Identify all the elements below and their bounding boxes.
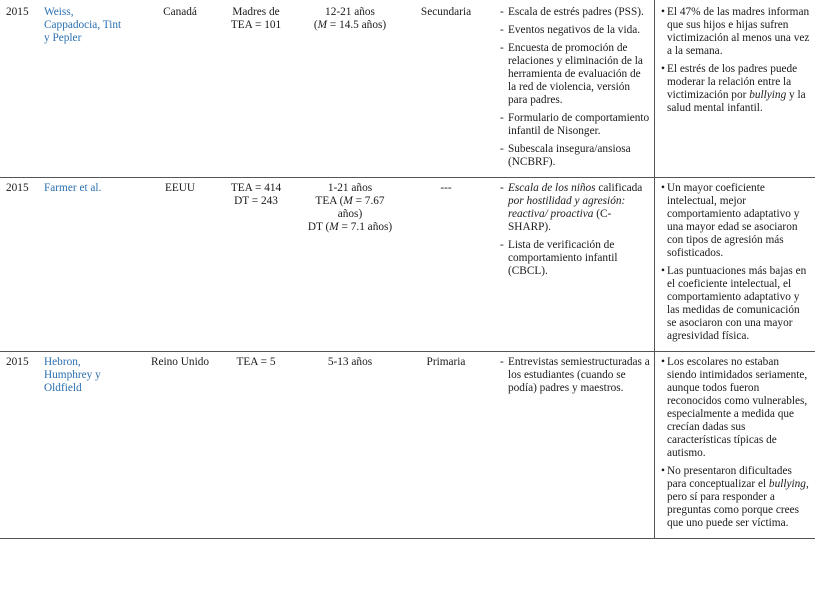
authors-cell[interactable] — [40, 352, 146, 539]
age-line: 1-21 años — [327, 182, 373, 194]
table-row — [0, 0, 815, 178]
sample-line: Madres de — [232, 6, 280, 18]
sample-line: TEA = 414 — [230, 182, 282, 194]
sample-cell — [214, 0, 298, 178]
instrument-item: - Formulario de comportamiento infantil de Nisonger. — [500, 112, 650, 138]
age-cell — [298, 178, 402, 352]
sample-cell — [214, 352, 298, 539]
sample-line: DT = 243 — [234, 195, 278, 207]
sample-line: TEA = 101 — [230, 19, 282, 31]
result-item: • No presentaron dificultades para conceptualizar el bullying, pero sí para responder a preguntas como porque crees que uno puede ser víctima. — [661, 465, 811, 530]
age-line: DT (M = 7.1 años) — [307, 221, 393, 233]
instrument-item: - Escala de los niños calificada por hostilidad y agresión: reactiva/ proactiva (C-SHARP). — [500, 182, 650, 234]
results-cell — [655, 0, 815, 178]
result-item: • Los escolares no estaban siendo intimidados seriamente, aunque todos fueron reconocidos como vulnerables, especialmente a medida que crecían dadas sus características típicas de autismo. — [661, 356, 811, 460]
year-cell: 2015 — [6, 6, 29, 18]
author-line[interactable]: Humphrey y — [44, 369, 101, 381]
instruments-cell — [490, 0, 655, 178]
table-row — [0, 178, 815, 352]
instrument-item: - Entrevistas semiestructuradas a los estudiantes (cuando se podía) padres y maestros. — [500, 356, 650, 395]
country-cell: Reino Unido — [150, 356, 210, 368]
age-line: TEA (M = 7.67 años) — [315, 195, 385, 220]
sample-cell — [214, 178, 298, 352]
table-row — [0, 352, 815, 539]
author-line[interactable]: Farmer et al. — [44, 182, 102, 194]
author-line[interactable]: Hebron, — [44, 356, 81, 368]
result-item: • Un mayor coeficiente intelectual, mejor comportamiento adaptativo y una mayor edad se asociaron con tipos de agresión más sofisticados. — [661, 182, 811, 260]
results-cell — [655, 352, 815, 539]
author-line[interactable]: Cappadocia, Tint — [44, 19, 122, 31]
instrument-item: - Lista de verificación de comportamiento infantil (CBCL). — [500, 239, 650, 278]
authors-cell[interactable] — [40, 178, 146, 352]
authors-cell[interactable] — [40, 0, 146, 178]
country-cell: Canadá — [163, 6, 197, 18]
age-line: (M = 14.5 años) — [313, 19, 387, 31]
result-item: • El estrés de los padres puede moderar la relación entre la victimización por bullying y la salud mental infantil. — [661, 63, 811, 115]
author-line[interactable]: y Pepler — [44, 32, 82, 44]
level-cell: Secundaria — [420, 6, 472, 18]
year-cell: 2015 — [6, 356, 29, 368]
instruments-cell — [490, 178, 655, 352]
age-cell — [298, 0, 402, 178]
results-cell — [655, 178, 815, 352]
instrument-item: - Eventos negativos de la vida. — [500, 24, 650, 37]
instrument-item: - Subescala insegura/ansiosa (NCBRF). — [500, 143, 650, 169]
result-item: • El 47% de las madres informan que sus hijos e hijas sufren victimización al menos una vez a la semana. — [661, 6, 811, 58]
instruments-cell — [490, 352, 655, 539]
author-line[interactable]: Oldfield — [44, 382, 82, 394]
year-cell: 2015 — [6, 182, 29, 194]
sample-line: TEA = 5 — [236, 356, 276, 368]
level-cell: --- — [440, 182, 452, 194]
country-cell: EEUU — [164, 182, 196, 194]
instrument-item: - Escala de estrés padres (PSS). — [500, 6, 650, 19]
age-line: 5-13 años — [327, 356, 373, 368]
age-cell — [298, 352, 402, 539]
author-line[interactable]: Weiss, — [44, 6, 74, 18]
result-item: • Las puntuaciones más bajas en el coeficiente intelectual, el comportamiento adaptativo y las medidas de comunicación se asociaron con una mayor agresividad física. — [661, 265, 811, 343]
level-cell: Primaria — [426, 356, 466, 368]
instrument-item: - Encuesta de promoción de relaciones y eliminación de la herramienta de evaluación de la red de violencia, versión para padres. — [500, 42, 650, 107]
age-line: 12-21 años — [325, 6, 375, 18]
